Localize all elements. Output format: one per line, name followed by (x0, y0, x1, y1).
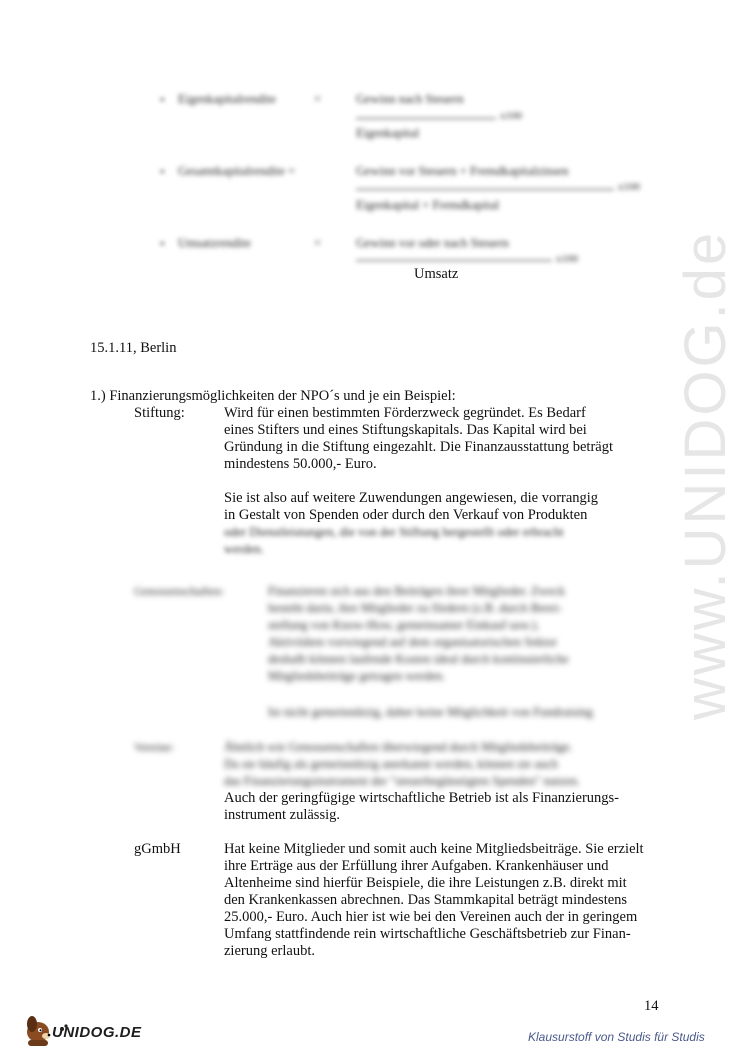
text-line: das Finanzierungsinstrument der "steuerbegünstigten Spenden" nutzen. (224, 774, 580, 788)
text-line: Wird für einen bestimmten Förderzweck gegründet. Es Bedarf (224, 405, 586, 421)
formula-numerator: Gewinn vor oder nach Steuern (356, 236, 509, 250)
formula-factor: x100 (500, 110, 522, 122)
formula-label: Gesamtkapitalrendite = (178, 164, 296, 178)
bullet: • (160, 92, 165, 107)
formula-numerator: Gewinn nach Steuern (356, 92, 464, 106)
text-line: werden. (224, 542, 264, 556)
text-line: Sie ist also auf weitere Zuwendungen angewiesen, die vorrangig (224, 490, 599, 506)
text-line: stellung von Know-How, gemeinsamer Einkauf usw.). (268, 618, 540, 632)
footer-tagline: Klausurstoff von Studis für Studis (528, 1030, 705, 1044)
text-line: Finanzieren sich aus den Beiträgen ihrer Mitglieder. Zweck (268, 584, 566, 598)
page-number: 14 (644, 998, 659, 1014)
bullet: • (160, 164, 165, 179)
text-line: Ist nicht gemeinnützig, daher keine Möglichkeit von Fundraising (268, 705, 593, 719)
term-stiftung: Stiftung: (134, 405, 185, 421)
vereine-paragraph (224, 739, 619, 824)
text-line: Mitgliedsbeiträge getragen werden. (268, 669, 446, 683)
fraction-line (356, 260, 552, 261)
logo-text: UNIDOG.DE (52, 1024, 142, 1041)
text-line: deshalb können laufende Kosten ideal durch kontinuierliche (268, 652, 569, 666)
formula-factor: x100 (556, 253, 578, 265)
date-line: 15.1.11, Berlin (90, 340, 177, 356)
question-heading: 1.) Finanzierungsmöglichkeiten der NPO´s und je ein Beispiel: (90, 388, 456, 404)
watermark: www.UNIDOG.de (673, 229, 738, 720)
ggmbh-paragraph (224, 841, 644, 960)
text-line: instrument zulässig. (224, 807, 340, 823)
text-line: Hat keine Mitglieder und somit auch keine Mitgliedsbeiträge. Sie erzielt (224, 841, 644, 857)
text-line: oder Dienstleistungen, die von der Stiftung hergestellt oder erbracht (224, 525, 564, 539)
text-line: Ähnlich wie Genossenschaften überwiegend durch Mitgliedsbeiträge. (224, 740, 573, 754)
text-line: mindestens 50.000,- Euro. (224, 456, 377, 472)
formula-denominator: Eigenkapital (356, 126, 420, 140)
text-line: Gründung in die Stiftung eingezahlt. Die Finanzausstattung beträgt (224, 439, 614, 455)
stiftung-paragraph-2 (224, 490, 598, 558)
genossenschaften-paragraph-1 (268, 583, 569, 685)
genossenschaften-paragraph-2 (268, 704, 593, 721)
text-line: Auch der geringfügige wirtschaftliche Betrieb ist als Finanzierungs- (224, 790, 620, 806)
formula-denominator: Umsatz (414, 266, 459, 282)
text-line: den Krankenkassen abrechnen. Das Stammkapital beträgt mindestens (224, 892, 628, 908)
text-line: eines Stifters und eines Stiftungskapitals. Das Kapital wird bei (224, 422, 587, 438)
bullet: • (160, 236, 165, 251)
fraction-line (356, 189, 614, 190)
text-line: 25.000,- Euro. Auch hier ist wie bei den Vereinen auch der in geringem (224, 909, 638, 925)
formula-denominator: Eigenkapital + Fremdkapital (356, 198, 500, 212)
term-vereine: Vereine: (134, 740, 174, 754)
text-line: Aktivitäten vorwiegend auf dem organisatorischen Sektor (268, 635, 557, 649)
text-line: besteht darin, ihre Mitglieder zu fördern (z.B. durch Berei- (268, 601, 562, 615)
text-line: Altenheime sind hierfür Beispiele, die ihre Leistungen z.B. direkt mit (224, 875, 627, 891)
formula-label: Eigenkapitalrendite (178, 92, 276, 106)
term-ggmbh: gGmbH (134, 841, 181, 857)
formula-label: Umsatzrendite (178, 236, 251, 250)
term-genossenschaften: Genossenschaften: (134, 584, 224, 598)
text-line: in Gestalt von Spenden oder durch den Verkauf von Produkten (224, 507, 588, 523)
formula-equals: = (314, 92, 322, 106)
fraction-line (356, 118, 496, 119)
stiftung-paragraph-1 (224, 405, 613, 473)
text-line: Da sie häufig als gemeinnützig anerkannt werden, können sie auch (224, 757, 558, 771)
formula-factor: x100 (618, 181, 640, 193)
formula-equals: = (314, 236, 322, 250)
text-line: zierung erlaubt. (224, 943, 315, 959)
text-line: Umfang stattfindende rein wirtschaftliche Geschäftsbetrieb zur Finan- (224, 926, 631, 942)
formula-numerator: Gewinn vor Steuern + Fremdkapitalzinsen (356, 164, 569, 178)
text-line: ihre Erträge aus der Erfüllung ihrer Aufgaben. Krankenhäuser und (224, 858, 609, 874)
